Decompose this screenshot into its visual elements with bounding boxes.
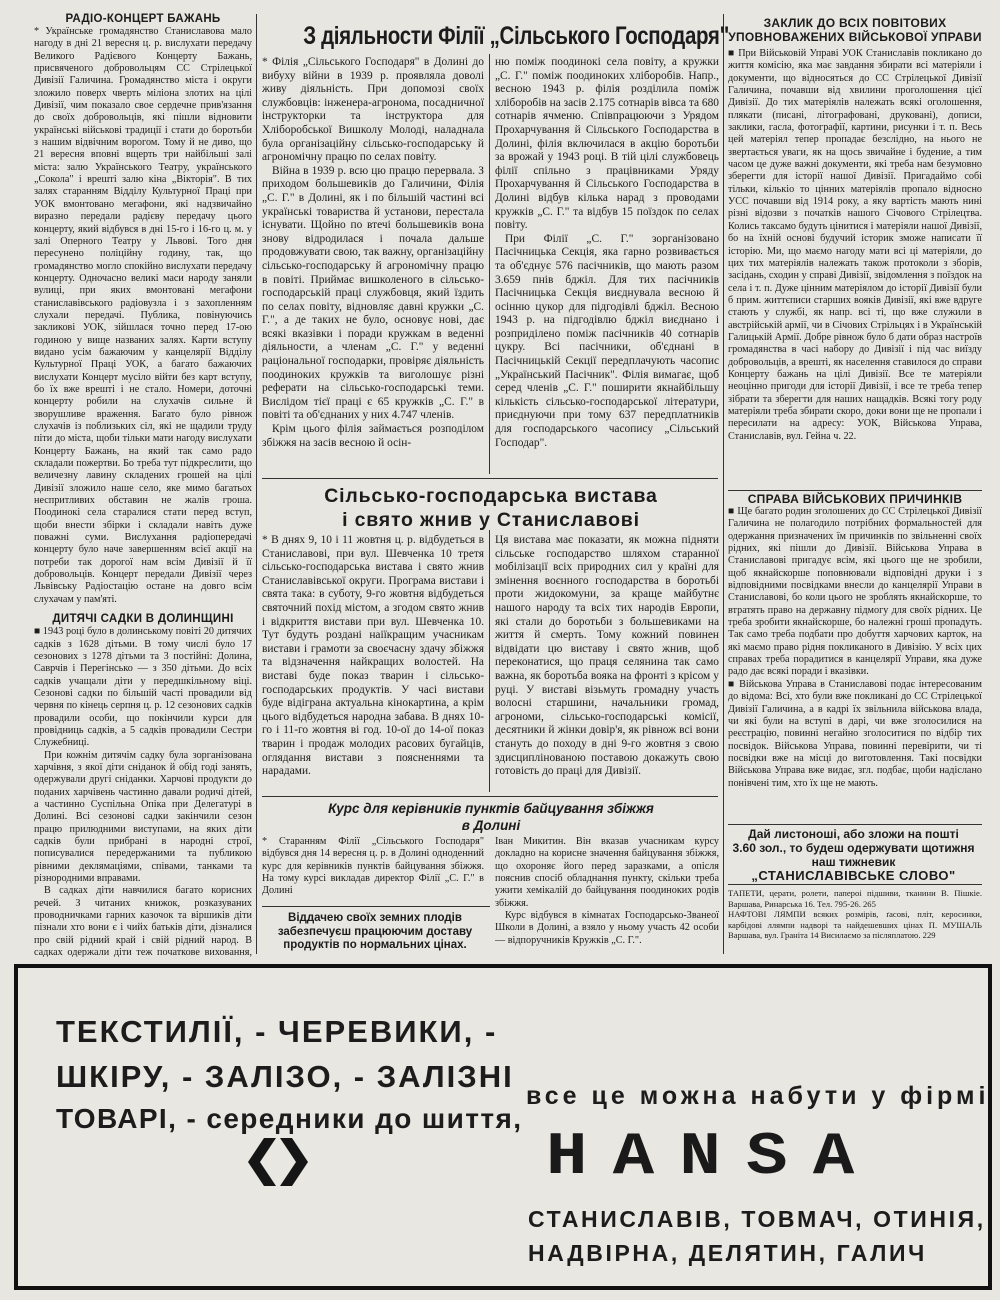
course-left-column [262,836,484,904]
column-2-top [262,56,484,476]
kindergartens-heading: ДИТЯЧІ САДКИ В ДОЛИНЩИНІ [52,613,234,626]
course-paragraph: Курс відбувся в кімнатах Господарсько-Званеої Школи в Долині, а взяло у ньому участь 42 особи — відпоручників Кружків „С. Г.". [495,910,719,946]
subscription-line: 3.60 зол., то будеш одержувати щотижня наш тижневик [732,841,975,869]
course-headline-line: в Долині [461,818,521,833]
military-aid-paragraph: ■ Ще багато родин зголошених до СС Стрілецької Дивізії Галичина не полагодило потрібних формальностей для одержання призначених їм причинків по звільненні своїх рідних, які пішли до Дивізії. Військова Управа в Станиславові пригадує всім, які цього ще не зробили, щоб якнайскорше поповнювали відповідні друки і з відповідними посвідками внесли до канцелярії Управи в Станиславові, бо коли цього не зроблять якнайскорше, то втратять право на державну підмогу для своїх рідних. Це треба зробити якнайскорше, бо належні гроші пропадуть. Так само треба подбати про добуття харчових карток, на які маємо право рідня покликаного в Дивізію. У всіх цих справах треба порадитися в канцелярії Управи, яка дуже радо дає всякі поради і вказівки. [728,506,982,678]
column-1 [34,12,252,957]
course-right-column [495,836,719,952]
filia-paragraph: При Філії „С. Г." зорганізовано Пасічницька Секція, яка гарно розвивається та об'єднує 576 пасічників, що мають разом 3.659 пнів бджіл. Для тих пасічників Пасічницька Секція виєднувала весною й осінню цукор для підгодівлі бджіл. Весною 1943 р. на підгодівлю бджіл виєднано і розприділено поміж пасічників 40 сотнарів цукру. Всі пасічники, об'єднані в Пасічницькій Секції передплачують часопис „Український Пасічник". Філія вимагає, щоб серед членів „С. Г." поширити якнайбільшу кількість сільсько-господарської літератури, приєднуючи при тому 637 передплатників для господарського часопису „Сільський Господар". [495,232,719,449]
column-rule [489,54,490,474]
military-aid-heading: СПРАВА ВІЙСЬКОВИХ ПРИЧИНКІВ [747,492,963,506]
kindergartens-paragraph: ■ 1943 році було в долинському повіті 20 дитячих садків з 1628 дітьми. В тому числі було 17 сезонових з 1278 дітьми та 3 постійні: Долина, Саврчів і Перегінсько — з 350 дітьми. До всіх садків учащали діти у передшкільному віці. Сезонові садки по більшій часті провадили від червня по кінець серпня ц. р. 12 сезонових садків провадили особи, що покінчили курси для провідниць садків, а 5 садків провадили Сестри Служебниці. [34,626,252,749]
exhibition-paragraph: * В днях 9, 10 і 11 жовтня ц. р. відбудеться в Станиславові, при вул. Шевченка 10 третя сільсько-господарська вистава і свято жнив Станиславівської округи. Програма вистави і свята така: в суботу, 9-го жовтня відбудеться святочний похід містом, а згодом свято жнив і відкриття вистави при вул. Шевченка 10. Тут будуть роздані наіїкращим учасникам вистави і грамоти за своєчасну здачу збіжжя та відзначення найкращих волостей. На виставі буде показ тварин і сільсько-господарських продуктів. У часі вистави буде відіграна актуальна кінокартина, а крім цього відбудеться народна забава. В днях 10-го і 11-го жовтня ві год. 10-ої до 14-ої показ тварин і продаж молодих расових бугайців, оглядання вистави з поясненнями та нарадами. [262,534,484,778]
appeal-article: ■ При Військовій Управі УОК Станиславів покликано до життя комісію, яка має завдання збирати всі матеріяли і документи, що відносяться до СС Стрілецької Дивізії Галичина, почавши від хвилини проголошення цієї Дивізії. До тих матеріялів належать всякі оголошення, плякати (писані, літографовані, друковані), дописи, заклики, гасла, фотографії, картини, рисунки і т. п. Весь цей матеріял тепер пропадає безслідно, на нього не звертається уваги, як на щось звичайне і будение, а тим часом це дуже важні документи, які треба нам безумовно зберегти для історії нашої Дивізії. Пригадаймо собі тільки, кількіо то цінних матеріялів пропало відносно УСС почавши від 1914 року, а яку вартість мають нині різні відозви з початків нашого Січового Стрілецтва. Колись таксамо будуть цінитися і матеріяли нашої Дивізії, бо на їхній основі будучий історик зможе написати її історію. Ми, що маємо нагоду мати всі ці матеріяли, до цих тих матеріялів належать також протоколи з зборів, засідань, сходин у справі Дивізії, звідомлення з поїздок на села і т. п. Дуже цінним матеріялом до історії Дивізії були б прим. життєписи старших вояків Дивізії, які вже вдруге стають у службі, як напр. всі ті, що вже служили в австрійській армії, чи в Січових Стрільцях і в Українській Галицькій Армії. Добре рівнож було б дати образ настроїв громадянства в часі набору до Дивізії і під час виїзду добровольців, а врешті, як населення ставилося до справи Концерту бажань на цілі Дивізії. Все те матеріяли неоцінно пригоди для історії Дивізії, і все те треба тепер зібрати та зберегти для наших нащадків. Всякі тогу роду матеріяли треба збирати скоро, доки вони ще не пропали і пересилати на адресу: УОК, Військова Управа, Станиславів, вул. Гейна ч. 22. [728,48,982,442]
appeal-heading: ЗАКЛИК ДО ВСІХ ПОВІТОВИХ УПОВНОВАЖЕНИХ ВІЙСЬКОВОЇ УПРАВИ [728,16,982,44]
hansa-brand: HANSA [546,1124,880,1192]
filia-paragraph: * Філія „Сільського Господаря" в Долині до вибуху війни в 1939 р. проявляла доволі живу діяльність. При допомозі своїх службовців: інженера-агронома, посадничної інструкторки та інструктора для Хліборобської Вишколу Молоді, наладнала була організаційну сільсько-господарську й агрономічну працю по селах повіту. [262,56,484,164]
section-rule [728,884,982,885]
ad-cities: СТАНИСЛАВІВ, ТОВМАЧ, ОТИНІЯ, [528,1206,986,1232]
column-4-middle [728,492,982,822]
course-paragraph: Іван Микитин. Він вказав учасникам курсу докладно на корисне значення байцування збіжжя, що охороняє його перед заразками, а опісля пояснив спосіб обладнання пункту, скільки треба ужити хемікалій до байцування поодиноких родів збіжжя. [495,836,719,909]
course-paragraph: * Старанням Філії „Сільського Господаря" відбувся дня 14 вересня ц. р. в Долині одноденний курс для керівників пунктів байцування збіжжя. На тому курсі викладав директор Філії „С. Г." в Долині [262,836,484,897]
column-rule [723,14,724,954]
course-headline-line: Курс для керівників пунктів байцування збіжжя [328,801,654,816]
radio-concert-article: * Українське громадянство Станиславова мало нагоду в дні 21 вересня ц. р. вислухати передачу Великого Радієвого Концерту Бажань, присвяченого добровольцям СС Стрілецької Дивізії Галичина. Громадянство міста і округи зложило поверх чверть міліона злотих на цілі Дивізії, чим показало свое сердечне прив'язання до своїх добровольців, які пішли відновити українські військові традиції і стати до боротьби з нашим відвічним ворогом. Тому й не диво, що 21 вересня вповні вщерть три найбільші залі міста: залю Українського Театру, українського „Сокола" і врешті залю кіна „Вікторія". В тих залях старанням Відділу Культурної Праці при УОК вмонтовано мегафони, які надзвичайно виразно передали радієву передачу цього концерту, який відбувся в дні 15-го і 16-го ц. м. у залі Оперного Театру у Львові. Того дня пересунено поліційну годину, так, що громадянство могло спокійно вислухати передачу концерту. Одночасно великі маси народу заняли вулиці, при яких вмонтовані мегафони станиславівського радіовузла і з захопленням слухали передачі. Публика, повінуючись закликові УОК, зійшлася точно перед 17-ою годиною у вище названих залях. Карти вступу видано усім бажаючим у канцелярії Відділу Культурної Праці УОК, а багато бажаючих вислухати Концерт мусіло війти без карт вступу, бо їх вже врешті і не стало. Номери, доточні концерту робили на слухачів сильне й зворушливе враження. Багато було рівнож слухачів із поблизьких сіл, які не щадили труду піти до міста, щоби тільки мати нагоду вислухати Концерту Бажань, на який так само радо складали пожертви. Бо треба тут підкреслити, що величезну лавину складених грошей на цілі Дивізії зложило наше село, яке мимо багатьох неспритливих обставин не жалів гроша. Поодинокі села старалися стати перед вступ, щоби внести збірки і складали навіть дуже поважні суми. Вислухання радіопередачі концерту було наче завершенням всієї акції на потреби так дорогої нам всім Дивізії й її добровольців. Концерт передали Дивізії через Львівську Радіостацію остане на довго всім слухачам у пам'яті. [34,26,252,605]
newspaper-name: „СТАНИСЛАВІВСЬКЕ СЛОВО" [751,868,956,883]
filia-paragraph: ню поміж поодинокі села повіту, а кружки „С. Г." поміж поодиноких хліборобів. Напр., весною 1943 р. філія розділила поміж хліборобів на засів 2.175 сотнарів вівса та 680 сотнарів ячменю. Співпрацюючи з Урядом Прохарчування й Сільського Господарства в Долині, філія включилася в акцію боротьби за врожай у 1943 році. В тій цілі службовець філії спільно з працівниками Уряду Прохарчування й Сільського Господарства в Долині відбув кілька нарад з проводами кружків „С. Г." та відбув 15 поїздок по селах повіту. [495,56,719,232]
subscription-notice [726,827,981,883]
filia-paragraph: Крім цього філія займається розподілом збіжжя на засів весною й осін- [262,423,484,449]
exhibition-headline [262,484,720,532]
ad-line: ШКІРУ, - ЗАЛІЗО, - ЗАЛІЗНІ [56,1059,514,1094]
slogan-box [266,912,484,956]
filia-headline: З діяльности Філії „Сільського Господаря" [303,22,729,50]
ad-line: ТОВАРІ, - середники до шиття, [56,1103,523,1134]
exhibition-right-column [495,534,719,794]
section-rule [262,796,718,797]
section-rule [262,478,718,479]
small-ad: НАФТОВІ ЛЯМПИ всяких розмірів, ґасові, пліт, керосинки, карбідові ллямпи надворі та найдешевших цінах П. МУШАЛЬ Варшава, вул. Граніта 14 Висилаємо за післяплатою. 229 [728,909,982,940]
column-rule [256,14,257,954]
filia-paragraph: Війна в 1939 р. всю цю працю перервала. З приходом большевиків до Галичини, Філія „С. Г." в Долині, як і по більшій частині всі українські товариства й установи, перестала існувати. Щойно по втечі большевиків вона знову відродилася і почала дальше продовжувати свою, так важну, організаційну сільсько-господарську й агрономічну працю в повіті. Приймає вишколеного в сільсько-господарській праці службовця, який їздить по селах повіту, відновляє давні кружки „С. Г.", а де таких не було, основує нові, дає всякі вказівки і поради кружкам в веденні діяльности, а членам „С. Г." у веденні раціональної господарки, провіряє діяльність поодиноких кружків та виголошує різні реферати на сільсько-господарські теми. Вислідом тієї праці є 65 кружків „С. Г." в повіті та об'єднаних у них 4.747 членів. [262,164,484,422]
hansa-logo-icon [246,1130,310,1194]
ad-cities: НАДВІРНА, ДЕЛЯТИН, ГАЛИЧ [528,1240,927,1266]
small-ads [728,888,982,954]
kindergartens-paragraph: В садках діти навчилися багато корисних речей. З читаних книжок, розказуваних проводничками гарних казочок та віршиків діти пізнали хто вони є і чийх батьків діти, дізналися про свій рідний край і свій рідний народ. В садках одержали діти теж початкове виховання, [34,885,252,957]
column-3-top [495,56,719,476]
column-4-top [728,16,982,488]
column-rule [489,530,490,792]
exhibition-headline-line: і свято жнив у Станиславові [342,509,640,531]
radio-concert-heading: РАДІО-КОНЦЕРТ БАЖАНЬ [65,13,221,25]
ad-line: все це можна набути у фірмі [526,1082,990,1110]
ad-line: ТЕКСТИЛІЇ, - ЧЕРЕВИКИ, - [56,1014,498,1049]
subscription-line: Дай листоноші, або зложи на пошті [748,827,959,841]
section-rule [728,490,982,491]
section-rule [728,824,982,825]
exhibition-paragraph: Ця вистава має показати, як можна підняти сільське господарство шляхом старанної мобілізації всіх природних сил у країні для змінення воєнного господарства в боротьбі проти жидокомуни, за краще майбутнє нашого народу та всіх тих народів Европи, які стали до боротьби з большевиками на життя й смерть. Тому кожний повинен відвідати цю виставу і свято жнив, щоб переконатися, що праця селянина так само важна, як боротьба вояка на фронті з крісом у руці. У виставі візьмуть громадну участь волосні старшини, начальники громад, агрономи, сільсько-господарські комісії, десятники й жінки довір'я, як рівнож всі вони стануть до походу в дні 9-го жовтня з свою здисциплінованою поставою докажуть свою готовість до праці для Дивізії. [495,534,719,778]
slogan-text: Віддачею своїх земних плодів забезпечуєш працюючим доставу продуктів по нормальних цінах. [277,912,473,951]
kindergartens-paragraph: При кожнім дитячім садку була зорганізована харчівня, з якої діти сніданок й обід годі занять, одержували другі сніданки. Харчові продукти до поданих харчівень частинно давали родичі дітей, а частинно Суспільна Опіка при Делегатурі в Долині. Всі сезонові садки закінчили сезон працю прилюдними виступами, на яких діти садків були прибрані в народні строї, пописувалися передержаними та публикою рівними деклямаціями, співами, танками та різнородними вправами. [34,749,252,885]
small-ad: ТАПЕТИ, церати, ролети, папероі підшиви, тканини В. Пішкіе. Варшава, Ринарська 16. Тел. 795-26. 265 [728,888,982,909]
course-headline [262,800,720,834]
military-aid-paragraph: ■ Військова Управа в Станиславові подає інтересованим до відома: Всі, хто були вже покликані до СС Стрілецької Дивізії Галичина, а в кадрі їх звільнила військова влада, чи які були на вступі в дарі, чи вже зголосилися на реєстрацію, повинні негайно зголоситися по відбір тих посвідок. Військова Управа, повинні перевірити, чи ті посвідки вже на місці до виготовлення. Такі посвідки Військова Управа вже видає, згл. подбає, щоби надіслано понівчені тим, хто їх ще не мають. [728,678,982,789]
exhibition-left-column [262,534,484,794]
exhibition-headline-line: Сільсько-господарська вистава [324,485,658,507]
section-rule [262,906,490,907]
